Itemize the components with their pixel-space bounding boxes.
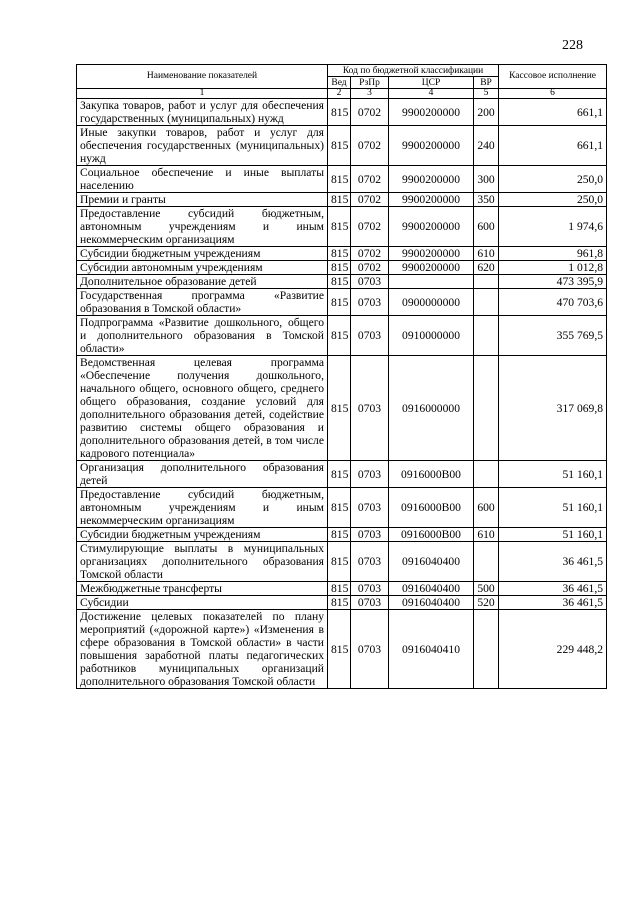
row-vr bbox=[474, 356, 499, 461]
row-name: Достижение целевых показателей по плану мероприятий («дорожной карте») «Изменения в сфере образования в Томской области» в части повышения заработной платы педагогических работников муниципальных организаций дополнительного образования Томской области bbox=[77, 610, 328, 689]
row-amount: 51 160,1 bbox=[499, 461, 607, 488]
row-rzpr: 0703 bbox=[351, 356, 389, 461]
row-ved: 815 bbox=[328, 582, 351, 596]
table-row bbox=[77, 247, 607, 261]
row-rzpr: 0703 bbox=[351, 488, 389, 528]
row-ved: 815 bbox=[328, 316, 351, 356]
header-vr: ВР bbox=[474, 77, 499, 89]
row-name: Предоставление субсидий бюджетным, автономным учреждениям и иным некоммерческим организациям bbox=[77, 207, 328, 247]
row-csr: 9900200000 bbox=[389, 207, 474, 247]
row-ved: 815 bbox=[328, 99, 351, 126]
row-ved: 815 bbox=[328, 488, 351, 528]
header-name: Наименование показателей bbox=[77, 65, 328, 89]
table-row bbox=[77, 610, 607, 689]
column-number: 4 bbox=[389, 89, 474, 99]
table-header bbox=[77, 65, 607, 99]
row-csr: 0916040400 bbox=[389, 582, 474, 596]
table-row bbox=[77, 166, 607, 193]
row-rzpr: 0702 bbox=[351, 126, 389, 166]
row-ved: 815 bbox=[328, 126, 351, 166]
table-row bbox=[77, 356, 607, 461]
row-ved: 815 bbox=[328, 542, 351, 582]
row-csr: 9900200000 bbox=[389, 193, 474, 207]
column-number: 6 bbox=[499, 89, 607, 99]
row-vr bbox=[474, 289, 499, 316]
column-number-row bbox=[77, 89, 607, 99]
row-rzpr: 0703 bbox=[351, 596, 389, 610]
row-ved: 815 bbox=[328, 528, 351, 542]
row-ved: 815 bbox=[328, 461, 351, 488]
row-amount: 250,0 bbox=[499, 193, 607, 207]
table-row bbox=[77, 582, 607, 596]
row-amount: 51 160,1 bbox=[499, 488, 607, 528]
row-amount: 36 461,5 bbox=[499, 596, 607, 610]
table-row bbox=[77, 99, 607, 126]
row-ved: 815 bbox=[328, 275, 351, 289]
row-amount: 1 012,8 bbox=[499, 261, 607, 275]
row-rzpr: 0702 bbox=[351, 261, 389, 275]
row-rzpr: 0703 bbox=[351, 542, 389, 582]
row-csr bbox=[389, 275, 474, 289]
row-rzpr: 0703 bbox=[351, 289, 389, 316]
table-row bbox=[77, 275, 607, 289]
row-name: Подпрограмма «Развитие дошкольного, общего и дополнительного образования в Томской области» bbox=[77, 316, 328, 356]
column-number: 2 bbox=[328, 89, 351, 99]
row-name: Субсидии автономным учреждениям bbox=[77, 261, 328, 275]
row-rzpr: 0702 bbox=[351, 207, 389, 247]
table-row bbox=[77, 289, 607, 316]
row-csr: 9900200000 bbox=[389, 261, 474, 275]
row-rzpr: 0702 bbox=[351, 193, 389, 207]
row-csr: 9900200000 bbox=[389, 99, 474, 126]
row-vr bbox=[474, 275, 499, 289]
header-code-group: Код по бюджетной классификации bbox=[328, 65, 499, 77]
row-name: Иные закупки товаров, работ и услуг для обеспечения государственных (муниципальных) нужд bbox=[77, 126, 328, 166]
table-row bbox=[77, 261, 607, 275]
row-rzpr: 0702 bbox=[351, 166, 389, 193]
column-number: 5 bbox=[474, 89, 499, 99]
row-rzpr: 0702 bbox=[351, 247, 389, 261]
table-row bbox=[77, 126, 607, 166]
row-name: Социальное обеспечение и иные выплаты населению bbox=[77, 166, 328, 193]
row-csr: 0910000000 bbox=[389, 316, 474, 356]
row-rzpr: 0703 bbox=[351, 316, 389, 356]
table-row bbox=[77, 207, 607, 247]
row-amount: 661,1 bbox=[499, 99, 607, 126]
row-vr bbox=[474, 542, 499, 582]
table-row bbox=[77, 596, 607, 610]
table-row bbox=[77, 316, 607, 356]
table-row bbox=[77, 528, 607, 542]
row-ved: 815 bbox=[328, 610, 351, 689]
row-amount: 36 461,5 bbox=[499, 542, 607, 582]
row-csr: 0916000000 bbox=[389, 356, 474, 461]
header-rzpr: РзПр bbox=[351, 77, 389, 89]
row-amount: 355 769,5 bbox=[499, 316, 607, 356]
table-body bbox=[77, 99, 607, 689]
table-row bbox=[77, 542, 607, 582]
header-csr: ЦСР bbox=[389, 77, 474, 89]
row-csr: 9900200000 bbox=[389, 247, 474, 261]
row-csr: 0916040400 bbox=[389, 542, 474, 582]
row-vr: 610 bbox=[474, 247, 499, 261]
row-name: Субсидии бюджетным учреждениям bbox=[77, 528, 328, 542]
row-ved: 815 bbox=[328, 207, 351, 247]
row-vr: 610 bbox=[474, 528, 499, 542]
row-ved: 815 bbox=[328, 247, 351, 261]
row-ved: 815 bbox=[328, 193, 351, 207]
row-amount: 1 974,6 bbox=[499, 207, 607, 247]
row-csr: 0900000000 bbox=[389, 289, 474, 316]
header-ved: Вед bbox=[328, 77, 351, 89]
row-vr: 520 bbox=[474, 596, 499, 610]
row-ved: 815 bbox=[328, 596, 351, 610]
row-vr: 300 bbox=[474, 166, 499, 193]
row-csr: 9900200000 bbox=[389, 126, 474, 166]
row-rzpr: 0703 bbox=[351, 275, 389, 289]
row-vr: 350 bbox=[474, 193, 499, 207]
row-amount: 250,0 bbox=[499, 166, 607, 193]
row-name: Субсидии bbox=[77, 596, 328, 610]
column-number: 1 bbox=[77, 89, 328, 99]
row-name: Государственная программа «Развитие образования в Томской области» bbox=[77, 289, 328, 316]
row-name: Дополнительное образование детей bbox=[77, 275, 328, 289]
row-rzpr: 0703 bbox=[351, 610, 389, 689]
row-name: Ведомственная целевая программа «Обеспечение получения дошкольного, начального общего, основного общего, среднего общего образования, создание условий для дополнительного образования детей, содействие развитию системы общего образования и дополнительного образования детей, в том числе кадрового потенциала» bbox=[77, 356, 328, 461]
row-ved: 815 bbox=[328, 261, 351, 275]
row-amount: 961,8 bbox=[499, 247, 607, 261]
row-amount: 317 069,8 bbox=[499, 356, 607, 461]
table-row bbox=[77, 193, 607, 207]
row-vr bbox=[474, 316, 499, 356]
row-csr: 0916000В00 bbox=[389, 488, 474, 528]
row-csr: 0916000В00 bbox=[389, 528, 474, 542]
row-vr: 600 bbox=[474, 488, 499, 528]
row-csr: 0916040400 bbox=[389, 596, 474, 610]
row-csr: 0916040410 bbox=[389, 610, 474, 689]
page-number: 228 bbox=[562, 38, 583, 53]
row-amount: 473 395,9 bbox=[499, 275, 607, 289]
row-amount: 51 160,1 bbox=[499, 528, 607, 542]
row-csr: 0916000В00 bbox=[389, 461, 474, 488]
column-number: 3 bbox=[351, 89, 389, 99]
row-rzpr: 0703 bbox=[351, 461, 389, 488]
row-ved: 815 bbox=[328, 166, 351, 193]
row-name: Предоставление субсидий бюджетным, автономным учреждениям и иным некоммерческим организациям bbox=[77, 488, 328, 528]
row-name: Закупка товаров, работ и услуг для обеспечения государственных (муниципальных) нужд bbox=[77, 99, 328, 126]
row-name: Организация дополнительного образования детей bbox=[77, 461, 328, 488]
table-row bbox=[77, 488, 607, 528]
row-vr: 240 bbox=[474, 126, 499, 166]
row-amount: 36 461,5 bbox=[499, 582, 607, 596]
row-vr bbox=[474, 461, 499, 488]
row-ved: 815 bbox=[328, 356, 351, 461]
row-vr: 500 bbox=[474, 582, 499, 596]
header-amount: Кассовое исполнение bbox=[499, 65, 607, 89]
row-name: Субсидии бюджетным учреждениям bbox=[77, 247, 328, 261]
row-amount: 470 703,6 bbox=[499, 289, 607, 316]
budget-execution-table bbox=[76, 64, 607, 689]
row-rzpr: 0703 bbox=[351, 582, 389, 596]
row-amount: 661,1 bbox=[499, 126, 607, 166]
row-ved: 815 bbox=[328, 289, 351, 316]
table-row bbox=[77, 461, 607, 488]
row-rzpr: 0702 bbox=[351, 99, 389, 126]
row-csr: 9900200000 bbox=[389, 166, 474, 193]
row-name: Премии и гранты bbox=[77, 193, 328, 207]
row-name: Межбюджетные трансферты bbox=[77, 582, 328, 596]
row-vr: 620 bbox=[474, 261, 499, 275]
row-name: Стимулирующие выплаты в муниципальных организациях дополнительного образования Томской области bbox=[77, 542, 328, 582]
row-amount: 229 448,2 bbox=[499, 610, 607, 689]
row-vr: 200 bbox=[474, 99, 499, 126]
row-vr bbox=[474, 610, 499, 689]
row-vr: 600 bbox=[474, 207, 499, 247]
row-rzpr: 0703 bbox=[351, 528, 389, 542]
